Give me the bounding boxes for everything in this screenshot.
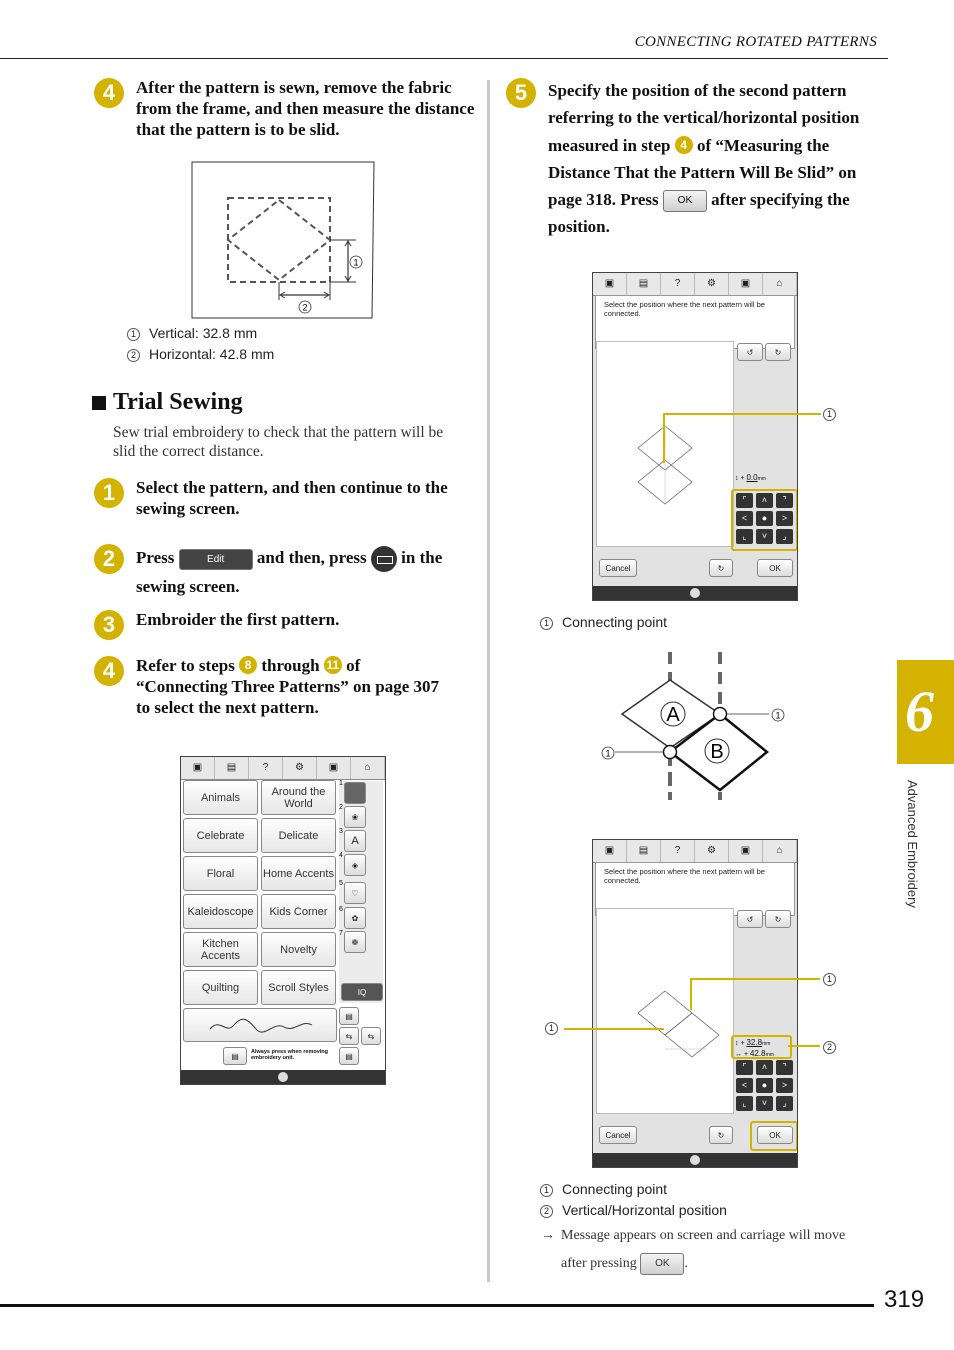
rotate-left-button[interactable]: ↺ <box>737 910 763 928</box>
move-down-button[interactable]: ˅ <box>756 529 773 544</box>
step-number: 4 <box>94 78 124 108</box>
callout-1: 1 <box>823 970 845 986</box>
lock-icon[interactable]: ▣ <box>729 273 763 295</box>
section-intro: Sew trial embroidery to check that the pattern will be slid the correct distance. <box>113 424 444 460</box>
move-center-button[interactable]: ● <box>756 1078 773 1093</box>
help-icon[interactable]: ? <box>661 273 695 295</box>
footer-rule <box>0 1304 874 1307</box>
pattern-category-screen <box>180 756 386 1085</box>
edit-button[interactable]: Edit <box>179 549 253 570</box>
page-number: 319 <box>884 1286 925 1313</box>
connecting-point-b <box>664 746 677 759</box>
preview-area <box>596 908 734 1114</box>
lock-icon[interactable]: ▣ <box>729 840 763 862</box>
settings-icon[interactable]: ⚙ <box>695 273 729 295</box>
move-up-left-button[interactable]: ⌜ <box>736 1060 753 1075</box>
rotate-right-button[interactable]: ↻ <box>765 910 791 928</box>
callout-leader <box>663 413 821 415</box>
callout-leader <box>788 1045 820 1047</box>
category-animals[interactable]: Animals <box>183 780 258 815</box>
running-title: CONNECTING ROTATED PATTERNS <box>634 34 877 50</box>
move-up-left-button[interactable]: ⌜ <box>736 493 753 508</box>
step-number: 3 <box>94 610 124 640</box>
move-up-right-button[interactable]: ⌝ <box>776 1060 793 1075</box>
side-tab-number: 5 <box>339 880 343 887</box>
step-number: 2 <box>94 544 124 574</box>
category-scroll-styles[interactable]: Scroll Styles <box>261 970 336 1005</box>
section-title: Trial Sewing <box>113 389 243 415</box>
lock-icon[interactable]: ▣ <box>317 757 351 779</box>
step-ref: 11 <box>324 656 342 674</box>
ok-button[interactable]: OK <box>757 559 793 577</box>
side-tab-number: 6 <box>339 906 343 913</box>
header-rule <box>0 58 888 59</box>
callout-leader <box>690 978 692 1010</box>
callout-2: 2 <box>823 1038 845 1054</box>
signature-pattern-button[interactable] <box>183 1008 337 1042</box>
step-text: Specify the position of the second pattern referring to the vertical/horizontal position measured in step 4 of “Measuring the Distance That the Pattern Will Be Slid” on page 318. Press OK after specifying the position. <box>548 81 860 237</box>
screen-bottom-bar <box>593 1153 797 1167</box>
category-around-the-world[interactable]: Around the World <box>261 780 336 815</box>
removal-note: Always press when removing embroidery unit. <box>251 1049 329 1061</box>
chapter-number: 6 <box>905 679 934 744</box>
position-readout-highlight <box>731 1035 792 1059</box>
screen-toolbar <box>181 757 385 780</box>
usb2-icon[interactable]: ⇆ <box>361 1027 381 1045</box>
category-kitchen-accents[interactable]: Kitchen Accents <box>183 932 258 967</box>
settings-icon[interactable]: ⚙ <box>695 840 729 862</box>
move-down-button[interactable]: ˅ <box>756 1096 773 1111</box>
screen-bottom-bar <box>593 586 797 600</box>
chapter-label: Advanced Embroidery <box>905 780 920 908</box>
step-text: Select the pattern, and then continue to the sewing screen. <box>136 478 448 518</box>
screen-bottom-bar <box>181 1070 385 1084</box>
preview-diamonds <box>597 342 733 546</box>
side-tab-number: 3 <box>339 828 343 835</box>
settings-icon[interactable]: ⚙ <box>283 757 317 779</box>
section-bullet <box>92 396 106 410</box>
move-down-right-button[interactable]: ⌟ <box>776 1096 793 1111</box>
step-number: 5 <box>506 78 536 108</box>
position-readout: ↕ + 32.8mm ↔ + 42.8mm <box>735 1038 774 1058</box>
ok-button-inline[interactable]: OK <box>640 1253 684 1275</box>
category-novelty[interactable]: Novelty <box>261 932 336 967</box>
callout-1: 1 <box>775 710 781 721</box>
tab-pattern-3[interactable]: A <box>344 830 366 852</box>
step-text: Refer to steps 8 through 11 of “Connecting Three Patterns” on page 307 to select the next pattern. <box>136 656 440 717</box>
page-icon[interactable]: ▤ <box>215 757 249 779</box>
category-home-accents[interactable]: Home Accents <box>261 856 336 891</box>
tab-pattern-1[interactable] <box>344 782 366 804</box>
step-text: After the pattern is sewn, remove the fabric from the frame, and then measure the distance that the pattern is to be slid. <box>136 78 475 139</box>
preview-diamonds <box>597 909 733 1113</box>
instruction-message: Select the position where the next pattern will be connected. <box>595 295 795 349</box>
callout-leader <box>690 978 820 980</box>
help-icon[interactable]: ? <box>249 757 283 779</box>
category-delicate[interactable]: Delicate <box>261 818 336 853</box>
move-center-button[interactable]: ● <box>756 511 773 526</box>
tab-pattern-4[interactable]: ◈ <box>344 854 366 876</box>
result-note: → Message appears on screen and carriage will move after pressing OK . <box>541 1222 886 1278</box>
callout-2: 2 <box>302 302 308 313</box>
screen-indicator-icon <box>278 1072 288 1082</box>
help-icon[interactable]: ? <box>661 840 695 862</box>
caption-vertical: 1 Vertical: 32.8 mm <box>127 325 257 341</box>
callout-leader <box>564 1028 664 1030</box>
connect-position-screen-1 <box>592 272 798 601</box>
vertical-position-readout: ↕ + 0.0mm <box>735 473 766 482</box>
step-ref: 4 <box>675 136 693 154</box>
signature-icon <box>200 1013 320 1037</box>
step-ref: 8 <box>239 656 257 674</box>
callout-leader <box>663 413 665 463</box>
rotate-left-button[interactable]: ↺ <box>737 343 763 361</box>
screen-toolbar <box>593 273 797 296</box>
category-kaleidoscope[interactable]: Kaleidoscope <box>183 894 258 929</box>
chapter-side-label <box>905 780 935 1020</box>
side-tab-number: 7 <box>339 930 343 937</box>
connect-icon[interactable] <box>371 546 397 572</box>
page-icon[interactable]: ▤ <box>627 273 661 295</box>
home-icon[interactable]: ⌂ <box>763 840 797 862</box>
screen-indicator-icon <box>690 588 700 598</box>
callout-1: 1 <box>353 257 359 268</box>
arrow-keys-highlight <box>731 489 798 551</box>
caption-connecting-point: 1 Connecting point <box>540 614 667 630</box>
step-number: 4 <box>94 656 124 686</box>
caption-horizontal: 2 Horizontal: 42.8 mm <box>127 346 274 362</box>
connecting-diagram <box>595 650 845 808</box>
usb-icon[interactable]: ⇆ <box>339 1027 359 1045</box>
preview-area <box>596 341 734 547</box>
rotate-right-button[interactable]: ↻ <box>765 343 791 361</box>
move-down-right-button[interactable]: ⌟ <box>776 529 793 544</box>
label-b: B <box>710 741 724 763</box>
move-right-button[interactable]: ˃ <box>776 511 793 526</box>
page-icon[interactable]: ▤ <box>627 840 661 862</box>
remove-unit-icon[interactable]: ▤ <box>223 1047 247 1065</box>
rotation-button[interactable]: ↻ <box>709 559 733 577</box>
connect-position-screen-2 <box>592 839 798 1168</box>
caption-connecting-point: 1 Connecting point <box>540 1181 667 1197</box>
category-celebrate[interactable]: Celebrate <box>183 818 258 853</box>
cancel-button[interactable]: Cancel <box>599 559 637 577</box>
screen-toolbar <box>593 840 797 863</box>
tab-pattern-5[interactable]: ♡ <box>344 882 366 904</box>
instruction-message: Select the position where the next pattern will be connected. <box>595 862 795 916</box>
camera-icon[interactable]: ▣ <box>593 273 627 295</box>
fabric-measure-figure <box>188 158 378 322</box>
camera-icon[interactable]: ▣ <box>181 757 215 779</box>
ok-button-inline[interactable]: OK <box>663 190 707 212</box>
connecting-point-a <box>714 708 727 721</box>
move-up-button[interactable]: ˄ <box>756 1060 773 1075</box>
memory-icon[interactable]: ▤ <box>339 1007 359 1025</box>
category-floral[interactable]: Floral <box>183 856 258 891</box>
camera-icon[interactable]: ▣ <box>593 840 627 862</box>
step-text: Press Edit and then, press in the sewing screen. <box>136 548 443 597</box>
home-icon[interactable]: ⌂ <box>763 273 797 295</box>
move-left-button[interactable]: ˂ <box>736 511 753 526</box>
tab-pattern-6[interactable]: ✿ <box>344 907 366 929</box>
cancel-button[interactable]: Cancel <box>599 1126 637 1144</box>
tab-pattern-7[interactable]: ❁ <box>344 931 366 953</box>
callout-1: 1 <box>823 405 845 421</box>
move-right-button[interactable]: ˃ <box>776 1078 793 1093</box>
chapter-tab <box>897 660 954 764</box>
tab-pattern-2[interactable]: ❀ <box>344 806 366 828</box>
side-tab-number: 1 <box>339 780 343 787</box>
category-quilting[interactable]: Quilting <box>183 970 258 1005</box>
rotation-button[interactable]: ↻ <box>709 1126 733 1144</box>
ok-button[interactable]: OK <box>757 1126 793 1144</box>
caption-position: 2 Vertical/Horizontal position <box>540 1202 727 1218</box>
category-kids-corner[interactable]: Kids Corner <box>261 894 336 929</box>
side-tab-number: 4 <box>339 852 343 859</box>
label-a: A <box>666 704 680 726</box>
move-down-left-button[interactable]: ⌞ <box>736 1096 753 1111</box>
ok-button-highlight <box>750 1121 798 1151</box>
move-down-left-button[interactable]: ⌞ <box>736 529 753 544</box>
home-icon[interactable]: ⌂ <box>351 757 385 779</box>
column-divider <box>487 80 490 1282</box>
next-icon[interactable]: ▤ <box>339 1047 359 1065</box>
move-up-button[interactable]: ˄ <box>756 493 773 508</box>
move-up-right-button[interactable]: ⌝ <box>776 493 793 508</box>
side-tab-number: 2 <box>339 804 343 811</box>
step-text: Embroider the first pattern. <box>136 610 340 629</box>
screen-indicator-icon <box>690 1155 700 1165</box>
iq-button[interactable]: IQ <box>341 983 383 1001</box>
step-number: 1 <box>94 478 124 508</box>
callout-1: 1 <box>605 748 611 759</box>
callout-1: 1 <box>545 1019 567 1035</box>
move-left-button[interactable]: ˂ <box>736 1078 753 1093</box>
